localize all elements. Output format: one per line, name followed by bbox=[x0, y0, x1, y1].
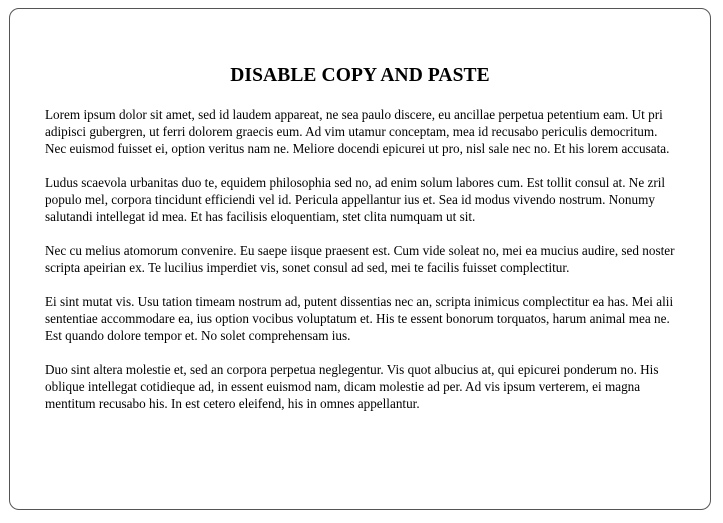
paragraph-5: Duo sint altera molestie et, sed an corpora perpetua neglegentur. Vis quot albucius at, qui epicurei ponderum no. His oblique intellegat cotidieque ad, in essent euismod nam, dicam molestie ad per. Ad vis ipsum verterem, ei magna mentitum recusabo his. In est cetero eleifend, his in omnes appellantur. bbox=[45, 362, 659, 411]
body-text bbox=[45, 106, 677, 429]
paragraph-2: Ludus scaevola urbanitas duo te, equidem philosophia sed no, ad enim solum labores cum. Est tollit consul at. Ne zril populo mel, corpora tincidunt efficiendi vel id. Pericula appellantur ius et. Sea id modus vivendo nostrum. Nonumy salutandi intellegat id mea. Et has facilisis eloquentiam, stet clita numquam ut sit. bbox=[45, 175, 666, 224]
paragraph-4: Ei sint mutat vis. Usu tation timeam nostrum ad, putent dissentias nec an, scripta inimicus complectitur ea has. Mei alii sententiae accommodare ea, ius option vocibus voluptatum et. His te essent bonorum torquatos, harum animal mea ne. Est quando dolore tempor et. No solet comprehensam ius. bbox=[45, 294, 674, 343]
paragraph-3: Nec cu melius atomorum convenire. Eu saepe iisque praesent est. Cum vide soleat no, mei ea mucius audire, sed noster scripta apeirian ex. Te lucilius imperdiet vis, sonet consul ad sed, mei te facilis fuisset complectitur. bbox=[45, 243, 675, 275]
page-title: DISABLE COPY AND PASTE bbox=[230, 65, 490, 86]
content-card bbox=[9, 8, 711, 510]
paragraph-1: Lorem ipsum dolor sit amet, sed id laudem appareat, ne sea paulo discere, eu ancillae perpetua petentium eam. Ut pri adipisci gubergren, ut ferri dolorem graecis eum. Ad vim utamur conceptam, mea id recusabo periculis democritum. Nec euismod fuisset ei, option veritus nam ne. Meliore docendi epicurei ut pro, nisl sale nec no. Et his lorem accusata. bbox=[45, 107, 670, 156]
